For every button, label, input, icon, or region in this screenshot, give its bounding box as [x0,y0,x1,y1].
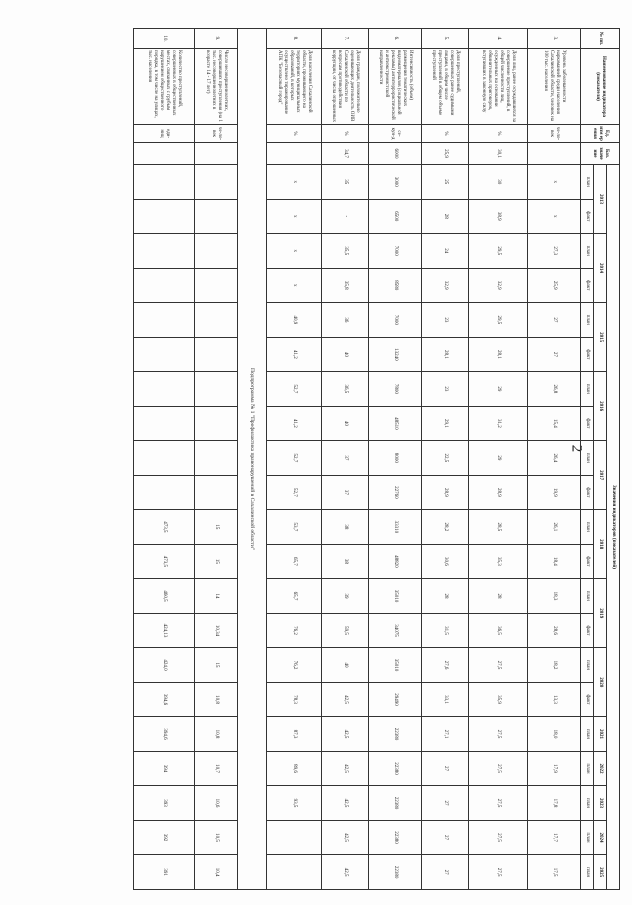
row-value [134,406,195,441]
row-value: 7000 [369,234,422,269]
row-value: 27,1 [422,717,469,752]
header-year: 2021 [594,717,607,752]
header-base: Баз. значе ние [581,143,620,165]
row-name: Доля населения Сахалинской области, проживающего на территориях муниципальных образований, в которых осуществлено тиражирование АПК "Безопасный город" [267,49,322,125]
row-value: x [267,268,322,303]
row-value: 15 [195,510,238,545]
row-value: 28 [469,579,528,614]
row-value [267,855,322,890]
row-value: 36,5 [469,613,528,648]
row-value: 15,4 [528,406,581,441]
row-name: Доля лиц, ранее осуждавшихся за совершение преступлений, в общей численности лиц, осужденных на основании обвинительных приговоров, вступивших в законную силу [469,49,528,125]
header-year: 2023 [594,786,607,821]
row-value: 31,5 [422,613,469,648]
row-value: 23 [422,372,469,407]
row-value: 394 [134,751,195,786]
row-base: 34,7 [322,143,369,165]
header-plan: план [581,717,594,752]
row-unit: че-ло-век [528,125,581,143]
row-value: 40 [322,337,369,372]
row-value: 41,2 [267,406,322,441]
row-value: - [322,199,369,234]
row-value: 40,9 [267,303,322,338]
row-value: 59,5 [322,613,369,648]
row-unit: се-кун-д [369,125,422,143]
header-year: 2022 [594,751,607,786]
header-plan: план [581,372,594,407]
row-value: 30,6 [422,544,469,579]
row-value: 27,5 [469,751,528,786]
row-value: x [528,199,581,234]
row-value: 40 [322,648,369,683]
row-value: 17,5 [528,855,581,890]
row-value [195,199,238,234]
row-value: 36,5 [322,372,369,407]
row-value: x [267,199,322,234]
header-fact: факт [581,337,594,372]
indicator-table [133,28,620,890]
header-unit: Ед. изм ер ения [581,125,620,143]
table-row [469,29,528,890]
row-value: 28,1 [422,337,469,372]
row-value: 27,5 [469,855,528,890]
page-number: 2 [568,444,585,453]
row-value [134,268,195,303]
row-value: 41,2 [267,337,322,372]
row-value [195,268,238,303]
header-fact: факт [581,268,594,303]
row-value [134,372,195,407]
row-value: 27,6 [422,648,469,683]
row-value: 37 [322,475,369,510]
row-value: 19,9 [528,475,581,510]
row-value: 15 [195,544,238,579]
row-value: 33310 [369,510,422,545]
table-row [267,29,322,890]
row-value: 26,4 [528,441,581,476]
row-value: 35,8 [322,268,369,303]
row-value [195,406,238,441]
row-value [134,199,195,234]
row-value: 27,3 [528,234,581,269]
header-fact: факт [581,475,594,510]
row-value: 31,2 [469,406,528,441]
row-value: 28,9 [422,475,469,510]
row-value: 473,5 [134,510,195,545]
row-value: 15 [195,648,238,683]
row-value: 35010 [369,648,422,683]
row-value: 26,1 [528,510,581,545]
row-value: 65,7 [267,544,322,579]
table-row [369,29,422,890]
row-value: 27 [422,786,469,821]
header-year: 2015 [594,303,607,372]
row-value: 34075 [369,613,422,648]
row-value: 35,5 [322,234,369,269]
row-value: 391 [134,855,195,890]
header-plan: план [581,441,594,476]
row-value: 33,1 [422,682,469,717]
row-value: 53,7 [267,510,322,545]
row-value: 42,5 [322,820,369,855]
row-value: 392 [134,820,195,855]
header-year: 2020 [594,648,607,717]
row-value: 10,8 [195,682,238,717]
row-value [195,303,238,338]
row-value: 394,6 [134,717,195,752]
header-fact: факт [581,682,594,717]
header-year: 2024 [594,820,607,855]
row-value: 10,6 [195,786,238,821]
row-value: 65,7 [267,579,322,614]
row-value: 29,5 [469,303,528,338]
row-value: 394,6 [134,682,195,717]
table-row [322,29,369,890]
row-value: 27,5 [469,820,528,855]
row-value: 22,5 [422,441,469,476]
row-value: 35010 [369,579,422,614]
table-row [422,29,469,890]
row-value [134,441,195,476]
row-value [195,165,238,200]
row-value: 29,5 [469,234,528,269]
header-plan: план [581,855,594,890]
row-name: Уровень заболеваемости наркоманией среди населения Сахалинской области, человек на 100 тыс. населения [528,49,581,125]
header-year: 2016 [594,372,607,441]
row-name: Интенсивность (объем) размещения тематических видеоматериалов (социальной рекламы) антитеррористической и антиэкстремистской направленности [369,49,422,125]
header-year: 2014 [594,234,607,303]
row-value: 25 [422,165,469,200]
row-unit: еди-ниц [134,125,195,143]
row-unit: % [267,125,322,143]
row-value: 22380 [369,717,422,752]
row-value: 18,3 [528,579,581,614]
table-row [195,29,238,890]
header-name: Наименование индикатора (показателя) [581,49,620,125]
row-value: 8580 [369,268,422,303]
row-value: 30 [469,165,528,200]
header-plan: план [581,751,594,786]
row-value: x [267,165,322,200]
row-value: x [528,165,581,200]
row-value: 28,9 [469,475,528,510]
row-value: 27,5 [469,717,528,752]
header-plan: план [581,786,594,821]
row-value: 28 [422,579,469,614]
header-fact: факт [581,199,594,234]
row-value: 18,4 [528,544,581,579]
header-plan: план [581,303,594,338]
row-value: 17,7 [528,820,581,855]
row-base [195,143,238,165]
row-value: 27 [528,303,581,338]
row-value [195,372,238,407]
row-value [134,234,195,269]
header-plan: план [581,234,594,269]
row-value: 10,34 [195,613,238,648]
row-value: 460,5 [134,579,195,614]
row-value [134,475,195,510]
row-value: 18,2 [528,648,581,683]
row-value: 42,5 [322,682,369,717]
row-num: 9. [195,29,238,49]
row-value: 13,3 [528,682,581,717]
row-unit: % [422,125,469,143]
row-value: 473,5 [134,544,195,579]
row-num: 3. [528,29,581,49]
row-value: 424,0 [134,648,195,683]
row-value: 22380 [369,820,422,855]
row-value: 28 [422,199,469,234]
row-value: 27,5 [469,786,528,821]
row-value: 10,8 [195,717,238,752]
row-value: 52,7 [267,372,322,407]
row-value: x [267,234,322,269]
row-value [134,165,195,200]
row-value: 29 [469,441,528,476]
row-num: 8. [267,29,322,49]
row-value: 32,9 [422,268,469,303]
rotated-table-area [90,28,620,890]
row-unit: % [469,125,528,143]
row-name: Доля граждан, положительно оценивающих деятельность ОИВ Сахалинской области по вопросам противодействия коррупции, от числа опрошенных [322,49,369,125]
row-value: 76,2 [267,648,322,683]
row-value: 22760 [369,475,422,510]
row-value: 27 [422,820,469,855]
row-num: 5. [422,29,469,49]
row-value: 52,7 [267,475,322,510]
row-value: 39 [322,579,369,614]
header-fact: факт [581,406,594,441]
row-value: 48510 [369,406,422,441]
row-value: 10,7 [195,751,238,786]
row-value: 93,5 [267,786,322,821]
header-year: 2025 [594,855,607,890]
row-value: 48820 [369,544,422,579]
row-base [267,143,322,165]
row-value: 7000 [369,303,422,338]
row-value: 36 [322,303,369,338]
header-plan: план [581,165,594,200]
row-value: 28,2 [422,510,469,545]
header-plan: план [581,510,594,545]
row-value: 393 [134,786,195,821]
table-row [134,29,195,890]
row-value: 40 [322,406,369,441]
row-value: 29490 [369,682,422,717]
row-value: 424,13 [134,613,195,648]
header-plan: план [581,579,594,614]
row-value: 29 [469,372,528,407]
table-row [528,29,581,890]
row-value: 26,8 [528,372,581,407]
row-value: 28,6 [528,613,581,648]
row-value: 52,7 [267,441,322,476]
row-value: 87,3 [267,717,322,752]
row-value: 13240 [369,337,422,372]
row-value: 8000 [369,441,422,476]
subprogram-title: Подпрограмма № 1 "Профилактика правонарушений в Сахалинской области" [238,29,267,890]
row-value: 29,1 [422,406,469,441]
row-value: 76,2 [267,613,322,648]
row-value: 35,9 [469,682,528,717]
row-value: 14 [195,579,238,614]
header-year: 2017 [594,441,607,510]
row-value: 38 [322,544,369,579]
row-value: 25,9 [528,268,581,303]
row-value [195,475,238,510]
row-value: 42,5 [322,751,369,786]
row-value: 27,5 [469,648,528,683]
row-value: 18,0 [528,717,581,752]
row-value [195,441,238,476]
row-value: 10,4 [195,855,238,890]
row-value: 35 [322,165,369,200]
row-value: 28,5 [469,510,528,545]
row-value: 27 [422,751,469,786]
row-value: 10,5 [195,820,238,855]
row-value: 7800 [369,372,422,407]
row-value: 42,5 [322,717,369,752]
row-value [195,234,238,269]
row-value: 22380 [369,751,422,786]
row-num: 10. [134,29,195,49]
row-value: 32,9 [469,268,528,303]
header-plan: план [581,648,594,683]
row-base [134,143,195,165]
header-num: № пп. [581,29,620,49]
row-value: 23 [422,303,469,338]
row-value: 27 [528,337,581,372]
row-name: Количество преступлений, совершенных в общественных местах, связанных с грубым нарушением общественного порядка, в том числе на улицах, тыс. населения [134,49,195,125]
row-value: 89,6 [267,751,322,786]
row-value: 17,9 [528,751,581,786]
row-value [134,337,195,372]
row-value: 17,8 [528,786,581,821]
row-value: 35,3 [469,544,528,579]
row-base: 25,9 [422,143,469,165]
row-name: Число несовершеннолетних, совершивших преступления (на 1 тыс. несовершеннолетних в возрасте 14 - 17 лет) [195,49,238,125]
header-plan: план [581,820,594,855]
row-value: 22380 [369,855,422,890]
header-year: 2018 [594,510,607,579]
row-num: 7. [322,29,369,49]
row-value: 27 [422,855,469,890]
row-base: 6000 [369,143,422,165]
row-name: Доля преступлений, совершенных ранее судимыми лицами, в общем числе преступлений в общем объеме преступлений [422,49,469,125]
row-value: 3000 [369,165,422,200]
header-year: 2019 [594,579,607,648]
header-fact: факт [581,544,594,579]
row-num: 6. [369,29,422,49]
row-value: 28,1 [469,337,528,372]
header-year: 2013 [594,165,607,234]
row-value: 24 [422,234,469,269]
row-base: 30,1 [469,143,528,165]
row-unit: че-ло-век [195,125,238,143]
row-unit: % [322,125,369,143]
row-value: 38 [322,510,369,545]
header-values: Значения индикаторов (показателей) [607,165,620,890]
row-value [195,337,238,372]
row-value: 6500 [369,199,422,234]
row-value: 42,5 [322,786,369,821]
row-value: 22380 [369,786,422,821]
row-value: 42,5 [322,855,369,890]
row-value: 78,3 [267,682,322,717]
row-value [267,820,322,855]
row-value: 38,9 [469,199,528,234]
row-value [134,303,195,338]
row-base [528,143,581,165]
row-num: 4. [469,29,528,49]
header-fact: факт [581,613,594,648]
row-value: 37 [322,441,369,476]
